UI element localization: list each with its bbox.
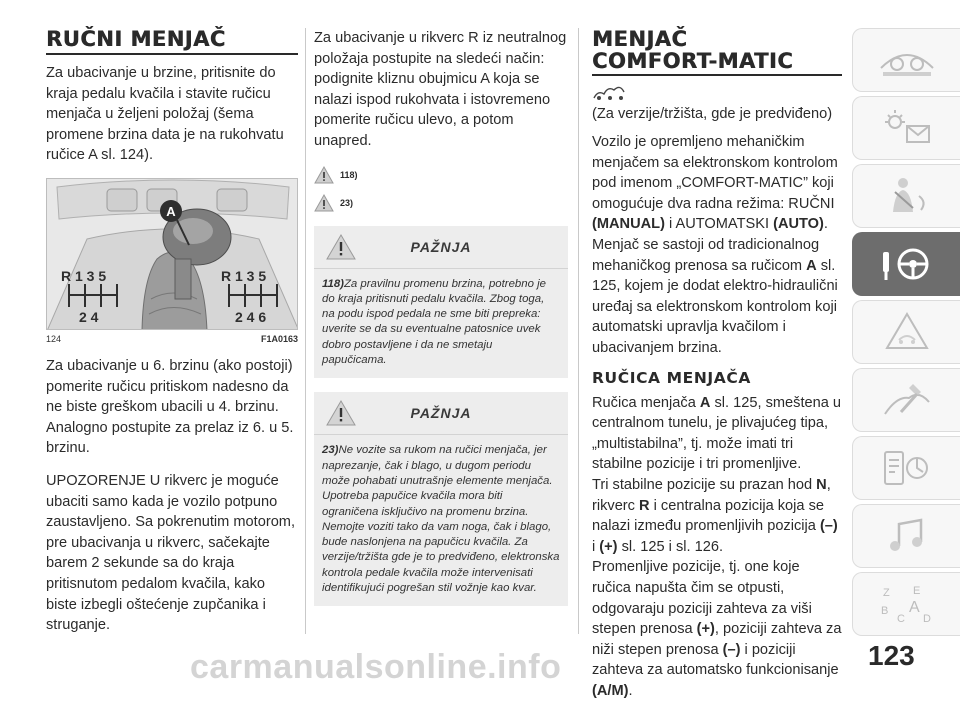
gear-lever-illustration [47, 179, 298, 330]
page-number: 123 [868, 640, 915, 671]
warning-reference [314, 166, 568, 184]
paragraph: Tri stabilne pozicije su prazan hod N, rikverc R i centralna pozicija koja se nalazi između promenljivih pozicija (–) i (+) sl. 125 i sl. 126. [592, 477, 838, 555]
warning-triangle-icon [314, 166, 334, 184]
tab-safety[interactable] [852, 164, 960, 228]
technical-data-icon [877, 446, 937, 490]
emergency-breakdown-icon [877, 310, 937, 354]
svg-text:A: A [908, 599, 920, 616]
paragraph: Vozilo je opremljeno mehaničkim menjačem sa elektronskom kontrolom pod imenom „COMFORT-MATIC” koji omogućuje dva radna režima: RUČNI (MANUAL) i AUTOMATSKI (AUTO). [592, 134, 838, 233]
left-shift-pattern-bottom: 2 4 [79, 308, 99, 325]
warning-triangle-icon [326, 234, 356, 260]
music-note-icon [877, 514, 937, 558]
paragraph: Ručica menjača A sl. 125, smeštena u centralnom tunelu, je plivajućeg tipa, „multistabilna”, tj. može imati tri stabilne pozicije i tri promenljive. [592, 394, 842, 473]
caution-text [314, 434, 568, 606]
warning-number: 118) [322, 277, 344, 290]
svg-text:B: B [880, 605, 888, 617]
subsection-title-gear-lever: RUČICA MENJAČA [592, 368, 751, 387]
title-rule [592, 74, 842, 76]
caution-triangle-icon [314, 194, 334, 212]
tab-index[interactable] [852, 572, 960, 636]
caution-body: Ne vozite sa rukom na ručici menjača, jer naprezanje, čak i blago, u dugom periodu može pohabati unutrašnje elemente menjača. Upotreba papučice kvačila mora biti ograničena isključivo na promenu brzina. Nemojte voziti tako da vam noga, čak i blago, bude naslonjena na papučicu kvačila. Za verzije/tržišta gde je to predviđeno, elektronska kontrola pedale kvačila može intervenisati identifikujući pogrešan stil vožnje kao kvar. [322, 444, 560, 595]
market-version-icon [592, 82, 626, 102]
warning-title: PAŽNJA [410, 238, 472, 255]
tab-starting-driving[interactable] [852, 232, 960, 296]
left-shift-pattern-top: R 1 3 5 [61, 267, 107, 284]
tab-multimedia[interactable] [852, 504, 960, 568]
warning-box [314, 226, 568, 379]
reference-number: 23) [340, 197, 354, 208]
caution-title: PAŽNJA [410, 405, 472, 422]
paragraph: Za ubacivanje u rikverc R iz neutralnog položaja postupite na sledeći način: podignite kliznu obujmicu A koja se nalazi ispod rukohvata i istovremeno pomerite ručicu ulevo, a potom unapred. [314, 30, 567, 149]
steering-wheel-key-icon [877, 242, 937, 286]
version-icon [592, 82, 842, 104]
car-dashboard-icon [877, 38, 937, 82]
section-title-manual-gearbox: RUČNI MENJAČ [46, 27, 226, 51]
availability-note: (Za verzije/tržišta, gde je predviđeno) [592, 105, 833, 122]
svg-text:Z: Z [882, 587, 890, 599]
tab-maintenance[interactable] [852, 368, 960, 432]
right-shift-pattern-top: R 1 3 5 [221, 267, 267, 284]
svg-text:D: D [922, 613, 931, 625]
warning-text [314, 268, 568, 379]
figure-number: 124 [46, 333, 62, 344]
tab-lights-indicators[interactable] [852, 96, 960, 160]
lights-message-icon [877, 106, 937, 150]
watermark-text: carmanualsonline.info [190, 648, 562, 686]
alphabetical-index-icon [877, 582, 937, 626]
svg-text:C: C [896, 613, 905, 625]
tab-emergency[interactable] [852, 300, 960, 364]
figure-callout-a: A [166, 203, 176, 219]
title-rule [46, 53, 298, 55]
paragraph: UPOZORENJE U rikverc je moguće ubaciti samo kada je vozilo potpuno zaustavljeno. Sa pokrenutim motorom, pre ubacivanja u rikverc, sačekajte barem 2 sekunde sa do kraja pritisnutom pedalom kvačila, kako biste izbegli oštećenje zupčanika i struganje. [46, 472, 296, 634]
right-shift-pattern-bottom: 2 4 6 [235, 308, 267, 325]
chapter-tabs [852, 28, 960, 640]
reference-number: 118) [340, 169, 358, 180]
caution-number: 23) [322, 444, 339, 457]
caution-box [314, 392, 568, 606]
column-divider [578, 28, 579, 634]
caution-header [314, 392, 568, 434]
seatbelt-safety-icon [877, 174, 937, 218]
gear-shift-figure [46, 178, 298, 330]
paragraph: Za ubacivanje u 6. brzinu (ako postoji) pomerite ručicu pritiskom nadesno da ne biste greškom ubacili u 4. brzinu. Analogno postupite za prelaz iz 6. u 5. brzinu. [46, 357, 294, 457]
column-reverse-gear [314, 28, 568, 606]
section-title-comfort-matic-line2: COMFORT-MATIC [592, 49, 794, 73]
maintenance-wrench-icon [877, 378, 937, 422]
figure-code: F1A0163 [260, 333, 298, 344]
caution-reference [314, 194, 568, 212]
column-comfort-matic [592, 28, 842, 702]
paragraph: Za ubacivanje u brzine, pritisnite do kraja pedalu kvačila i stavite ručicu menjača u željeni položaj (šema promene brzina data je na rukohvatu ručice A sl. 124). [46, 65, 284, 164]
paragraph: Menjač se sastoji od tradicionalnog mehaničkog prenosa sa ručicom A sl. 125, kojem je dodat elektro-hidraulični uređaj sa elektronskom kontrolom koji automatski upravlja kvačilom i ubacivanjem brzina. [592, 237, 838, 357]
tab-dashboard[interactable] [852, 28, 960, 92]
section-title-comfort-matic-line1: MENJAČ [592, 27, 688, 51]
column-divider [305, 28, 306, 634]
tab-technical-data[interactable] [852, 436, 960, 500]
svg-text:E: E [912, 585, 920, 597]
paragraph: Promenljive pozicije, tj. one koje ručica napušta čim se otpusti, odgovaraju poziciji zahteva za viši stepen prenosa (+), poziciji zahteva za niži stepen prenosa (–) i poziciji zahteva za automatsko funkcionisanje (A/M). [592, 559, 842, 699]
warning-body: Za pravilnu promenu brzina, potrebno je do kraja pritisnuti pedalu kvačila. Zbog toga, na podu ispod pedala ne sme biti prepreka: uverite se da su eventualne patosnice uvek dobro postavljene i da ne smetaju papučicama. [322, 277, 546, 367]
warning-header [314, 226, 568, 268]
figure-caption [46, 334, 298, 344]
column-manual-gearbox [46, 28, 298, 636]
caution-triangle-icon [326, 400, 356, 426]
